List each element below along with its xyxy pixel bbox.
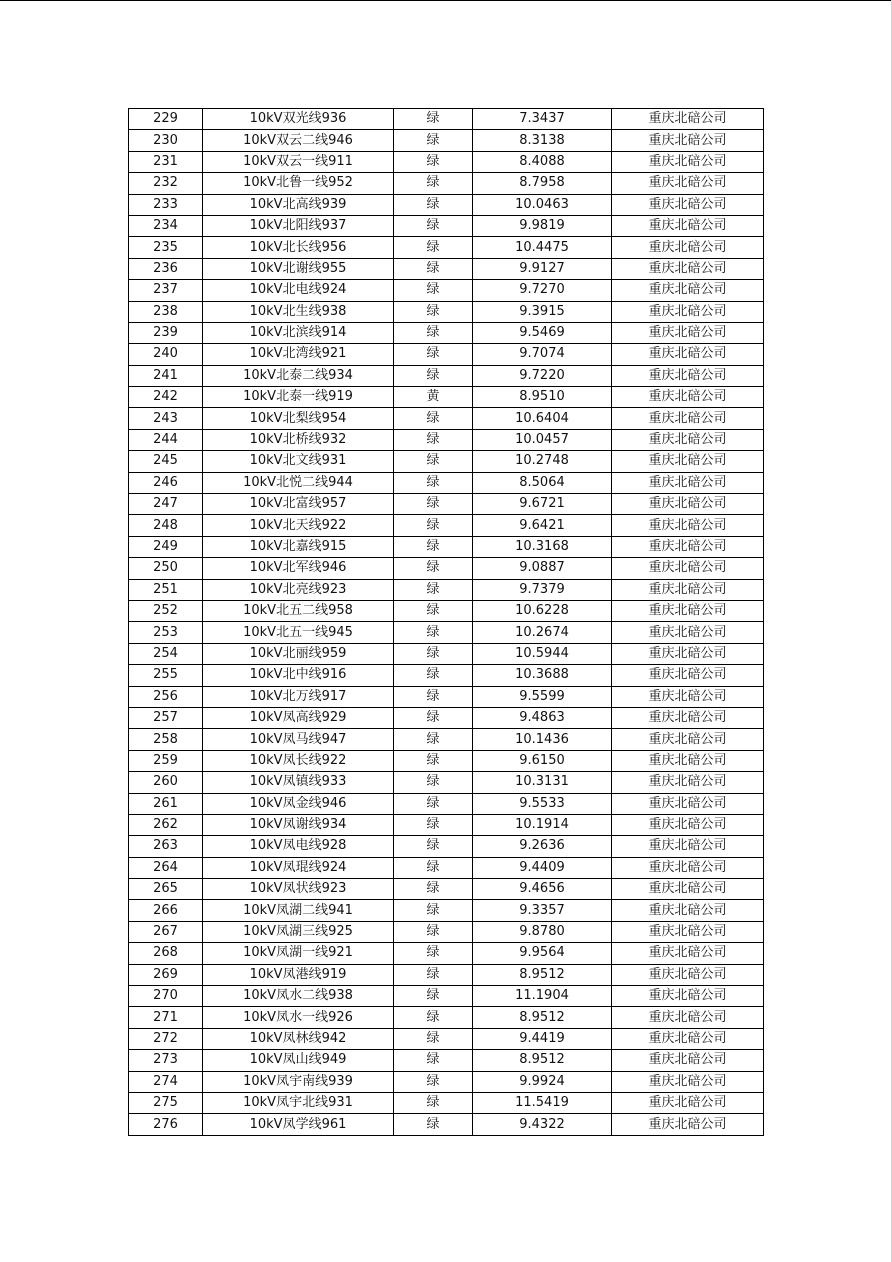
row-number-cell: 257: [129, 707, 203, 728]
table-row: [129, 921, 764, 942]
row-number-cell: 242: [129, 387, 203, 408]
status-cell: 绿: [394, 600, 473, 621]
company-cell: 重庆北碚公司: [612, 836, 764, 857]
line-name-cell: 10kV凤港线919: [203, 964, 394, 985]
company-cell: 重庆北碚公司: [612, 857, 764, 878]
row-number-cell: 253: [129, 622, 203, 643]
table-row: [129, 964, 764, 985]
table-row: [129, 814, 764, 835]
row-number-cell: 237: [129, 280, 203, 301]
row-number-cell: 246: [129, 472, 203, 493]
status-cell: 绿: [394, 151, 473, 172]
status-cell: 绿: [394, 986, 473, 1007]
line-name-cell: 10kV北文线931: [203, 451, 394, 472]
company-cell: 重庆北碚公司: [612, 1114, 764, 1135]
line-name-cell: 10kV北嘉线915: [203, 536, 394, 557]
status-cell: 绿: [394, 665, 473, 686]
row-number-cell: 270: [129, 986, 203, 1007]
status-cell: 绿: [394, 921, 473, 942]
value-cell: 9.9564: [473, 943, 612, 964]
value-cell: 8.7958: [473, 173, 612, 194]
status-cell: 绿: [394, 494, 473, 515]
table-body: [129, 109, 764, 1136]
status-cell: 绿: [394, 1114, 473, 1135]
row-number-cell: 269: [129, 964, 203, 985]
company-cell: 重庆北碚公司: [612, 429, 764, 450]
value-cell: 10.6404: [473, 408, 612, 429]
value-cell: 10.5944: [473, 643, 612, 664]
value-cell: 9.2636: [473, 836, 612, 857]
status-cell: 绿: [394, 643, 473, 664]
value-cell: 8.9510: [473, 387, 612, 408]
status-cell: 绿: [394, 814, 473, 835]
status-cell: 黄: [394, 387, 473, 408]
value-cell: 9.5469: [473, 322, 612, 343]
row-number-cell: 233: [129, 194, 203, 215]
table-row: [129, 151, 764, 172]
value-cell: 10.2748: [473, 451, 612, 472]
company-cell: 重庆北碚公司: [612, 365, 764, 386]
line-name-cell: 10kV凤宇北线931: [203, 1092, 394, 1113]
company-cell: 重庆北碚公司: [612, 322, 764, 343]
line-name-cell: 10kV凤金线946: [203, 793, 394, 814]
value-cell: 9.3357: [473, 900, 612, 921]
status-cell: 绿: [394, 622, 473, 643]
row-number-cell: 255: [129, 665, 203, 686]
status-cell: 绿: [394, 301, 473, 322]
company-cell: 重庆北碚公司: [612, 986, 764, 1007]
company-cell: 重庆北碚公司: [612, 665, 764, 686]
line-name-cell: 10kV北泰一线919: [203, 387, 394, 408]
line-name-cell: 10kV北阳线937: [203, 215, 394, 236]
row-number-cell: 272: [129, 1028, 203, 1049]
status-cell: 绿: [394, 215, 473, 236]
table-row: [129, 836, 764, 857]
status-cell: 绿: [394, 579, 473, 600]
company-cell: 重庆北碚公司: [612, 1092, 764, 1113]
value-cell: 8.4088: [473, 151, 612, 172]
status-cell: 绿: [394, 1028, 473, 1049]
row-number-cell: 248: [129, 515, 203, 536]
status-cell: 绿: [394, 1007, 473, 1028]
status-cell: 绿: [394, 173, 473, 194]
status-cell: 绿: [394, 344, 473, 365]
company-cell: 重庆北碚公司: [612, 194, 764, 215]
line-name-cell: 10kV凤林线942: [203, 1028, 394, 1049]
status-cell: 绿: [394, 857, 473, 878]
company-cell: 重庆北碚公司: [612, 515, 764, 536]
value-cell: 8.3138: [473, 130, 612, 151]
row-number-cell: 275: [129, 1092, 203, 1113]
status-cell: 绿: [394, 322, 473, 343]
table-row: [129, 622, 764, 643]
table-row: [129, 429, 764, 450]
table-row: [129, 451, 764, 472]
table-row: [129, 729, 764, 750]
company-cell: 重庆北碚公司: [612, 900, 764, 921]
line-name-cell: 10kV凤水二线938: [203, 986, 394, 1007]
table-row: [129, 280, 764, 301]
status-cell: 绿: [394, 258, 473, 279]
table-row: [129, 793, 764, 814]
table-row: [129, 986, 764, 1007]
company-cell: 重庆北碚公司: [612, 387, 764, 408]
value-cell: 10.2674: [473, 622, 612, 643]
value-cell: 9.4322: [473, 1114, 612, 1135]
status-cell: 绿: [394, 707, 473, 728]
table-row: [129, 643, 764, 664]
row-number-cell: 262: [129, 814, 203, 835]
value-cell: 8.9512: [473, 964, 612, 985]
value-cell: 9.6150: [473, 750, 612, 771]
line-name-cell: 10kV北泰二线934: [203, 365, 394, 386]
status-cell: 绿: [394, 237, 473, 258]
line-name-cell: 10kV北桥线932: [203, 429, 394, 450]
status-cell: 绿: [394, 451, 473, 472]
company-cell: 重庆北碚公司: [612, 536, 764, 557]
line-name-cell: 10kV北五一线945: [203, 622, 394, 643]
line-name-cell: 10kV北生线938: [203, 301, 394, 322]
line-name-cell: 10kV北亮线923: [203, 579, 394, 600]
table-row: [129, 301, 764, 322]
table-row: [129, 1028, 764, 1049]
line-name-cell: 10kV凤镇线933: [203, 772, 394, 793]
table-row: [129, 772, 764, 793]
table-row: [129, 1071, 764, 1092]
line-name-cell: 10kV双云一线911: [203, 151, 394, 172]
value-cell: 10.3688: [473, 665, 612, 686]
row-number-cell: 239: [129, 322, 203, 343]
value-cell: 9.9127: [473, 258, 612, 279]
table-row: [129, 600, 764, 621]
row-number-cell: 236: [129, 258, 203, 279]
line-name-cell: 10kV凤琨线924: [203, 857, 394, 878]
company-cell: 重庆北碚公司: [612, 964, 764, 985]
table-row: [129, 1092, 764, 1113]
table-row: [129, 943, 764, 964]
row-number-cell: 260: [129, 772, 203, 793]
row-number-cell: 273: [129, 1050, 203, 1071]
company-cell: 重庆北碚公司: [612, 1050, 764, 1071]
row-number-cell: 245: [129, 451, 203, 472]
row-number-cell: 259: [129, 750, 203, 771]
row-number-cell: 274: [129, 1071, 203, 1092]
value-cell: 10.1436: [473, 729, 612, 750]
line-name-cell: 10kV北谢线955: [203, 258, 394, 279]
row-number-cell: 230: [129, 130, 203, 151]
company-cell: 重庆北碚公司: [612, 729, 764, 750]
value-cell: 10.1914: [473, 814, 612, 835]
line-name-cell: 10kV北电线924: [203, 280, 394, 301]
line-name-cell: 10kV凤水一线926: [203, 1007, 394, 1028]
row-number-cell: 264: [129, 857, 203, 878]
table-row: [129, 109, 764, 130]
line-name-cell: 10kV北万线917: [203, 686, 394, 707]
value-cell: 9.4409: [473, 857, 612, 878]
company-cell: 重庆北碚公司: [612, 301, 764, 322]
value-cell: 9.7220: [473, 365, 612, 386]
value-cell: 10.3131: [473, 772, 612, 793]
row-number-cell: 247: [129, 494, 203, 515]
row-number-cell: 258: [129, 729, 203, 750]
status-cell: 绿: [394, 515, 473, 536]
status-cell: 绿: [394, 365, 473, 386]
line-name-cell: 10kV凤马线947: [203, 729, 394, 750]
line-name-cell: 10kV北湾线921: [203, 344, 394, 365]
value-cell: 8.9512: [473, 1007, 612, 1028]
company-cell: 重庆北碚公司: [612, 558, 764, 579]
table-row: [129, 237, 764, 258]
line-name-cell: 10kV北富线957: [203, 494, 394, 515]
company-cell: 重庆北碚公司: [612, 173, 764, 194]
company-cell: 重庆北碚公司: [612, 109, 764, 130]
table-row: [129, 579, 764, 600]
table-row: [129, 558, 764, 579]
company-cell: 重庆北碚公司: [612, 643, 764, 664]
table-row: [129, 1050, 764, 1071]
value-cell: 9.6421: [473, 515, 612, 536]
row-number-cell: 240: [129, 344, 203, 365]
table-row: [129, 857, 764, 878]
line-name-cell: 10kV凤山线949: [203, 1050, 394, 1071]
status-cell: 绿: [394, 750, 473, 771]
value-cell: 9.4656: [473, 879, 612, 900]
status-cell: 绿: [394, 836, 473, 857]
row-number-cell: 249: [129, 536, 203, 557]
company-cell: 重庆北碚公司: [612, 494, 764, 515]
company-cell: 重庆北碚公司: [612, 1007, 764, 1028]
line-name-cell: 10kV凤高线929: [203, 707, 394, 728]
company-cell: 重庆北碚公司: [612, 814, 764, 835]
table-row: [129, 130, 764, 151]
status-cell: 绿: [394, 772, 473, 793]
value-cell: 11.1904: [473, 986, 612, 1007]
line-name-cell: 10kV凤湖二线941: [203, 900, 394, 921]
company-cell: 重庆北碚公司: [612, 280, 764, 301]
company-cell: 重庆北碚公司: [612, 472, 764, 493]
line-name-cell: 10kV北鲁一线952: [203, 173, 394, 194]
status-cell: 绿: [394, 536, 473, 557]
line-name-cell: 10kV凤湖一线921: [203, 943, 394, 964]
status-cell: 绿: [394, 943, 473, 964]
table-row: [129, 1114, 764, 1135]
table-row: [129, 472, 764, 493]
status-cell: 绿: [394, 900, 473, 921]
table-row: [129, 322, 764, 343]
status-cell: 绿: [394, 109, 473, 130]
row-number-cell: 276: [129, 1114, 203, 1135]
value-cell: 9.4419: [473, 1028, 612, 1049]
company-cell: 重庆北碚公司: [612, 237, 764, 258]
status-cell: 绿: [394, 1071, 473, 1092]
company-cell: 重庆北碚公司: [612, 921, 764, 942]
page-top-rule: [0, 0, 892, 1]
status-cell: 绿: [394, 793, 473, 814]
company-cell: 重庆北碚公司: [612, 130, 764, 151]
line-name-cell: 10kV北五二线958: [203, 600, 394, 621]
line-name-cell: 10kV北悦二线944: [203, 472, 394, 493]
row-number-cell: 271: [129, 1007, 203, 1028]
company-cell: 重庆北碚公司: [612, 793, 764, 814]
line-name-cell: 10kV双光线936: [203, 109, 394, 130]
company-cell: 重庆北碚公司: [612, 1028, 764, 1049]
row-number-cell: 238: [129, 301, 203, 322]
table-row: [129, 173, 764, 194]
row-number-cell: 231: [129, 151, 203, 172]
value-cell: 9.7379: [473, 579, 612, 600]
line-name-cell: 10kV北梨线954: [203, 408, 394, 429]
company-cell: 重庆北碚公司: [612, 622, 764, 643]
line-name-cell: 10kV双云二线946: [203, 130, 394, 151]
status-cell: 绿: [394, 686, 473, 707]
table-row: [129, 1007, 764, 1028]
row-number-cell: 243: [129, 408, 203, 429]
value-cell: 9.9819: [473, 215, 612, 236]
table-row: [129, 665, 764, 686]
status-cell: 绿: [394, 1050, 473, 1071]
status-cell: 绿: [394, 964, 473, 985]
value-cell: 9.9924: [473, 1071, 612, 1092]
company-cell: 重庆北碚公司: [612, 707, 764, 728]
feeder-data-table: [128, 108, 764, 1136]
table-row: [129, 879, 764, 900]
line-name-cell: 10kV凤学线961: [203, 1114, 394, 1135]
status-cell: 绿: [394, 558, 473, 579]
value-cell: 9.7074: [473, 344, 612, 365]
company-cell: 重庆北碚公司: [612, 943, 764, 964]
status-cell: 绿: [394, 429, 473, 450]
row-number-cell: 265: [129, 879, 203, 900]
value-cell: 8.5064: [473, 472, 612, 493]
row-number-cell: 267: [129, 921, 203, 942]
table-row: [129, 707, 764, 728]
line-name-cell: 10kV北丽线959: [203, 643, 394, 664]
row-number-cell: 266: [129, 900, 203, 921]
line-name-cell: 10kV北滨线914: [203, 322, 394, 343]
line-name-cell: 10kV北长线956: [203, 237, 394, 258]
line-name-cell: 10kV凤长线922: [203, 750, 394, 771]
table-row: [129, 536, 764, 557]
table-row: [129, 344, 764, 365]
line-name-cell: 10kV凤谢线934: [203, 814, 394, 835]
company-cell: 重庆北碚公司: [612, 1071, 764, 1092]
value-cell: 10.0457: [473, 429, 612, 450]
row-number-cell: 235: [129, 237, 203, 258]
value-cell: 9.8780: [473, 921, 612, 942]
row-number-cell: 263: [129, 836, 203, 857]
row-number-cell: 229: [129, 109, 203, 130]
table-row: [129, 258, 764, 279]
table-row: [129, 515, 764, 536]
status-cell: 绿: [394, 472, 473, 493]
line-name-cell: 10kV北高线939: [203, 194, 394, 215]
company-cell: 重庆北碚公司: [612, 258, 764, 279]
table-row: [129, 215, 764, 236]
table-row: [129, 900, 764, 921]
company-cell: 重庆北碚公司: [612, 579, 764, 600]
row-number-cell: 244: [129, 429, 203, 450]
company-cell: 重庆北碚公司: [612, 344, 764, 365]
table-row: [129, 387, 764, 408]
value-cell: 10.6228: [473, 600, 612, 621]
value-cell: 8.9512: [473, 1050, 612, 1071]
value-cell: 9.0887: [473, 558, 612, 579]
company-cell: 重庆北碚公司: [612, 215, 764, 236]
line-name-cell: 10kV北军线946: [203, 558, 394, 579]
line-name-cell: 10kV北天线922: [203, 515, 394, 536]
row-number-cell: 261: [129, 793, 203, 814]
value-cell: 10.3168: [473, 536, 612, 557]
line-name-cell: 10kV凤状线923: [203, 879, 394, 900]
status-cell: 绿: [394, 194, 473, 215]
company-cell: 重庆北碚公司: [612, 600, 764, 621]
company-cell: 重庆北碚公司: [612, 151, 764, 172]
line-name-cell: 10kV凤电线928: [203, 836, 394, 857]
row-number-cell: 251: [129, 579, 203, 600]
row-number-cell: 256: [129, 686, 203, 707]
status-cell: 绿: [394, 280, 473, 301]
status-cell: 绿: [394, 1092, 473, 1113]
row-number-cell: 254: [129, 643, 203, 664]
value-cell: 9.6721: [473, 494, 612, 515]
line-name-cell: 10kV凤湖三线925: [203, 921, 394, 942]
status-cell: 绿: [394, 408, 473, 429]
value-cell: 7.3437: [473, 109, 612, 130]
value-cell: 9.4863: [473, 707, 612, 728]
line-name-cell: 10kV北中线916: [203, 665, 394, 686]
row-number-cell: 252: [129, 600, 203, 621]
status-cell: 绿: [394, 729, 473, 750]
row-number-cell: 250: [129, 558, 203, 579]
company-cell: 重庆北碚公司: [612, 750, 764, 771]
table-row: [129, 686, 764, 707]
value-cell: 9.7270: [473, 280, 612, 301]
table-row: [129, 750, 764, 771]
value-cell: 9.5533: [473, 793, 612, 814]
status-cell: 绿: [394, 879, 473, 900]
row-number-cell: 268: [129, 943, 203, 964]
row-number-cell: 232: [129, 173, 203, 194]
company-cell: 重庆北碚公司: [612, 408, 764, 429]
value-cell: 11.5419: [473, 1092, 612, 1113]
company-cell: 重庆北碚公司: [612, 879, 764, 900]
table-row: [129, 194, 764, 215]
row-number-cell: 234: [129, 215, 203, 236]
company-cell: 重庆北碚公司: [612, 451, 764, 472]
value-cell: 10.0463: [473, 194, 612, 215]
table-row: [129, 365, 764, 386]
value-cell: 10.4475: [473, 237, 612, 258]
company-cell: 重庆北碚公司: [612, 686, 764, 707]
value-cell: 9.5599: [473, 686, 612, 707]
value-cell: 9.3915: [473, 301, 612, 322]
table-row: [129, 408, 764, 429]
status-cell: 绿: [394, 130, 473, 151]
row-number-cell: 241: [129, 365, 203, 386]
table-row: [129, 494, 764, 515]
company-cell: 重庆北碚公司: [612, 772, 764, 793]
line-name-cell: 10kV凤宇南线939: [203, 1071, 394, 1092]
